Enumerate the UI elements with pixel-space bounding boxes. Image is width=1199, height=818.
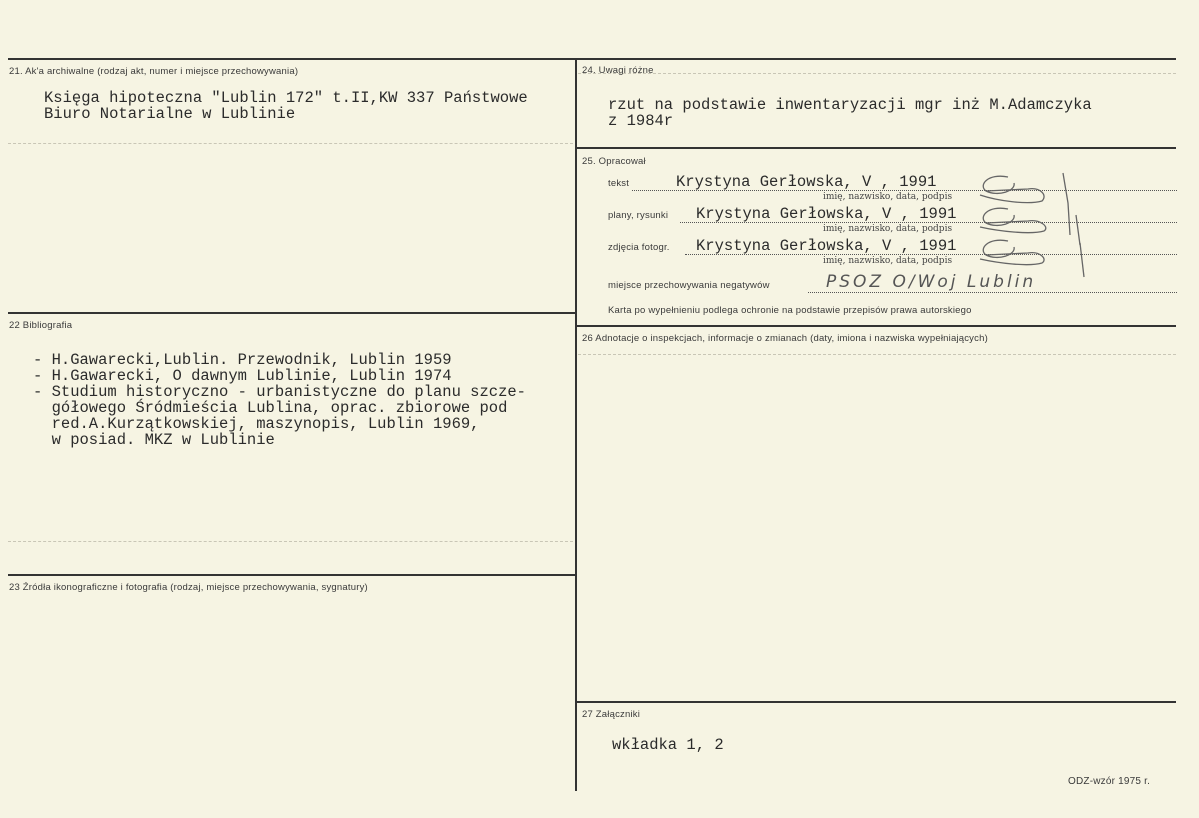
bibliography-line: w posiad. MKZ w Lublinie bbox=[33, 431, 275, 449]
faint-rule bbox=[8, 541, 573, 542]
rule-25-26 bbox=[576, 325, 1176, 327]
section-24-line-2: z 1984r bbox=[608, 112, 674, 130]
faint-rule bbox=[8, 143, 573, 144]
bibliography-line: - H.Gawarecki, O dawnym Lublinie, Lublin 1974 bbox=[33, 367, 452, 385]
row-drawings-label: plany, rysunki bbox=[608, 210, 669, 221]
bibliography-line: - H.Gawarecki,Lublin. Przewodnik, Lublin 1959 bbox=[33, 351, 452, 369]
faint-rule bbox=[578, 73, 1176, 74]
negatives-label: miejsce przechowywania negatywów bbox=[608, 280, 770, 291]
section-24-line-1: rzut na podstawie inwentaryzacji mgr inż M.Adamczyka bbox=[608, 96, 1092, 114]
section-27-label: 27 Załączniki bbox=[582, 709, 641, 720]
section-21-line-2: Biuro Notarialne w Lublinie bbox=[44, 105, 296, 123]
row-text-sub: imię, nazwisko, data, podpis bbox=[823, 192, 953, 202]
row-photos-sub: imię, nazwisko, data, podpis bbox=[823, 256, 953, 266]
row-photos-label: zdjęcia fotogr. bbox=[608, 242, 670, 253]
copyright-note: Karta po wypełnieniu podlega ochronie na podstawie przepisów prawa autorskiego bbox=[608, 305, 972, 316]
section-25-label: 25. Opracował bbox=[582, 156, 646, 167]
section-24-label: 24. Uwagi różne bbox=[582, 65, 654, 76]
form-footer: ODZ-wzór 1975 r. bbox=[1068, 776, 1151, 787]
bibliography-line: gółowego Śródmieścia Lublina, oprac. zbiorowe pod bbox=[33, 399, 508, 417]
row-text-label: tekst bbox=[608, 178, 630, 189]
negatives-value: PSOZ O/Woj Lublin bbox=[826, 272, 1037, 292]
section-23-label: 23 Źródła ikonograficzne i fotografia (rodzaj, miejsce przechowywania, sygnatury) bbox=[9, 582, 368, 593]
section-26-label: 26 Adnotacje o inspekcjach, informacje o zmianach (daty, imiona i nazwiska wypełniających) bbox=[582, 333, 988, 344]
rule-26-27 bbox=[576, 701, 1176, 703]
rule-24-25 bbox=[576, 147, 1176, 149]
row-photos-value: Krystyna Gerłowska, V , 1991 bbox=[696, 237, 957, 255]
rule-21-22 bbox=[8, 312, 576, 314]
section-27-value: wkładka 1, 2 bbox=[612, 736, 724, 754]
faint-rule bbox=[578, 354, 1176, 355]
row-text-value: Krystyna Gerłowska, V , 1991 bbox=[676, 173, 937, 191]
bibliography-line: red.A.Kurzątkowskiej, maszynopis, Lublin 1969, bbox=[33, 415, 480, 433]
rule-22-23 bbox=[8, 574, 576, 576]
row-drawings-sub: imię, nazwisko, data, podpis bbox=[823, 224, 953, 234]
top-rule bbox=[8, 58, 1176, 60]
bibliography-line: - Studium historyczno - urbanistyczne do planu szcze- bbox=[33, 383, 526, 401]
section-22-label: 22 Bibliografia bbox=[9, 320, 73, 331]
signature-mark bbox=[968, 165, 1108, 285]
section-21-label: 21. Ak'a archiwalne (rodzaj akt, numer i miejsce przechowywania) bbox=[9, 66, 299, 77]
section-21-line-1: Księga hipoteczna "Lublin 172" t.II,KW 337 Państwowe bbox=[44, 89, 528, 107]
negatives-line bbox=[808, 292, 1177, 293]
row-drawings-value: Krystyna Gerłowska, V , 1991 bbox=[696, 205, 957, 223]
center-divider bbox=[575, 58, 577, 791]
